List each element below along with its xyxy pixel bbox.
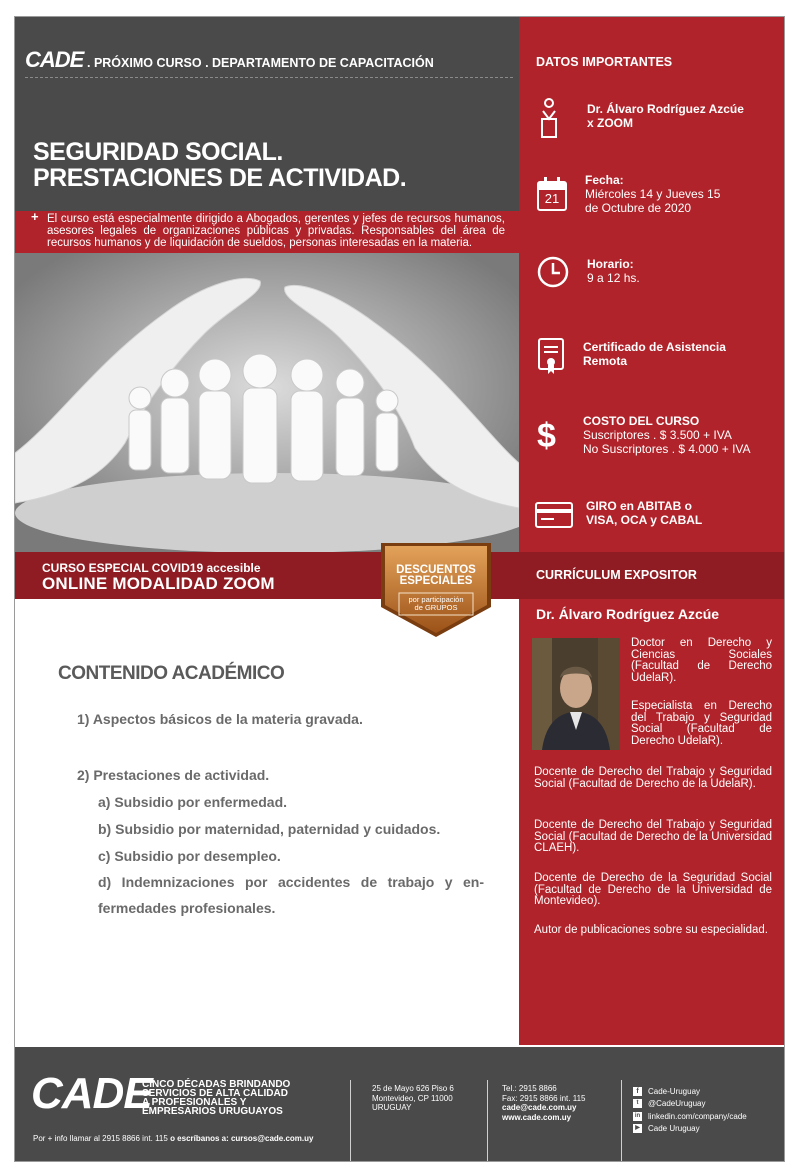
contact-prefix: Por + info llamar al 2915 8866 int. 115 (33, 1134, 168, 1143)
footer-tel: Tel.: 2915 8866 (502, 1084, 557, 1093)
badge-line3: por participación (408, 595, 464, 604)
contenido-heading: CONTENIDO ACADÉMICO (58, 663, 285, 684)
costo-info (583, 414, 751, 456)
photo-illustration (15, 253, 519, 552)
costo-suscriptores: Suscriptores . $ 3.500 + IVA (583, 428, 732, 442)
cv-paragraph-2: Especialista en Derecho del Trabajo y Seguridad Social (Facultad de Derecho UdelaR). (631, 700, 772, 747)
flyer (14, 16, 785, 1162)
footer-cade-logo: CADE (31, 1069, 152, 1118)
contact-email[interactable]: o escríbanos a: cursos@cade.com.uy (170, 1134, 314, 1143)
certificado-info (583, 340, 726, 368)
footer-contact (33, 1134, 313, 1143)
social-facebook-label: Cade-Uruguay (648, 1086, 701, 1096)
footer-address (372, 1084, 454, 1113)
social-twitter[interactable] (633, 1098, 747, 1111)
contenido-sub-c: c) Subsidio por desempleo. (98, 848, 281, 864)
calendar-day: 21 (544, 191, 560, 206)
contenido-item-2: 2) Prestaciones de actividad. (77, 767, 270, 783)
speaker-portrait (532, 638, 620, 750)
footer-slogan (142, 1080, 290, 1116)
discount-badge-shape (377, 537, 495, 641)
contenido-sub-b: b) Subsidio por maternidad, paternidad y cuidados. (98, 821, 441, 837)
course-description (15, 211, 519, 253)
clock-icon (536, 255, 570, 289)
datos-heading: DATOS IMPORTANTES (536, 55, 673, 69)
header-divider (25, 77, 513, 78)
course-title-line1: SEGURIDAD SOCIAL. (33, 138, 283, 166)
certificado-line2: Remota (583, 354, 628, 368)
address-line2: Montevideo, CP 11000 (372, 1093, 453, 1103)
social-youtube-label: Cade Uruguay (648, 1124, 700, 1133)
footer-divider-2 (487, 1080, 488, 1162)
linkedin-icon: in (634, 1112, 641, 1119)
social-facebook[interactable] (633, 1085, 747, 1098)
address-line1: 25 de Mayo 626 Piso 6 (372, 1084, 454, 1093)
social-linkedin[interactable] (633, 1110, 747, 1123)
cv-paragraph-1: Doctor en Derecho y Ciencias Sociales (Facultad de Derecho UdelaR). (631, 637, 772, 684)
header-tagline: . PRÓXIMO CURSO . DEPARTAMENTO DE CAPACITACIÓN (87, 56, 434, 70)
facebook-icon: f (633, 1087, 642, 1096)
cv-paragraph-3: Docente de Derecho del Trabajo y Seguridad Social (Facultad de Derecho de la UdelaR). (534, 766, 772, 790)
credit-card-icon (534, 501, 574, 529)
speaker-podium-icon (536, 97, 562, 139)
giro-line2: VISA, OCA y CABAL (586, 513, 703, 527)
social-youtube[interactable] (633, 1123, 747, 1136)
costo-no-suscriptores: No Suscriptores . $ 4.000 + IVA (583, 442, 751, 456)
course-title (33, 139, 406, 191)
hands-protecting-people-photo (15, 253, 519, 552)
speaker-photo (532, 638, 620, 750)
footer-fax: Fax: 2915 8866 int. 115 (502, 1093, 586, 1103)
youtube-icon: ▶ (633, 1124, 642, 1133)
slogan-line3: A PROFESIONALES Y (142, 1097, 247, 1108)
giro-line1: GIRO en ABITAB o (586, 499, 692, 513)
banner-line1: CURSO ESPECIAL COVID19 accesible (42, 561, 261, 575)
twitter-icon: t (633, 1099, 642, 1108)
course-description-text: El curso está especialmente dirigido a Abogados, gerentes y jefes de recursos humanos, asesores legales de organizaciones públicas y privadas. Responsables del área de recursos humanos y de liquidación de sueldos, personas interesadas en la materia. (47, 213, 505, 249)
banner-line2: ONLINE MODALIDAD ZOOM (42, 574, 275, 593)
footer-divider-3 (621, 1080, 622, 1162)
cade-logo: CADE (25, 47, 84, 72)
speaker-info (587, 102, 744, 130)
footer-email[interactable]: cade@cade.com.uy (502, 1103, 577, 1112)
horario-value: 9 a 12 hs. (587, 271, 640, 285)
footer-divider-1 (350, 1080, 351, 1162)
slogan-line4: EMPRESARIOS URUGUAYOS (142, 1106, 283, 1117)
cv-heading: CURRÍCULUM EXPOSITOR (536, 568, 697, 582)
contenido-sub-d-line1: d) Indemnizaciones por accidentes de trabajo y en- (98, 874, 484, 890)
discount-badge-title (377, 565, 495, 587)
certificate-icon (537, 337, 567, 377)
contenido-sub-d-line2: fermedades profesionales. (98, 900, 276, 916)
badge-line1: DESCUENTOS (396, 564, 476, 576)
horario-label: Horario: (587, 257, 634, 271)
fecha-line2: de Octubre de 2020 (585, 201, 692, 215)
slogan-line2: SERVICIOS DE ALTA CALIDAD (142, 1088, 288, 1099)
cv-paragraph-5: Docente de Derecho de la Seguridad Social (Facultad de Derecho de la Universidad de Montevideo). (534, 872, 772, 907)
slogan-line1: CINCO DÉCADAS BRINDANDO (142, 1079, 291, 1090)
fecha-label: Fecha: (585, 173, 624, 187)
footer-web[interactable]: www.cade.com.uy (502, 1112, 572, 1122)
costo-label: COSTO DEL CURSO (583, 414, 700, 428)
certificado-line1: Certificado de Asistencia (583, 340, 726, 354)
horario-info (587, 257, 640, 285)
plus-icon: + (31, 209, 39, 224)
cv-name: Dr. Álvaro Rodríguez Azcúe (536, 606, 720, 622)
giro-info (586, 499, 702, 527)
contenido-item-1: 1) Aspectos básicos de la materia gravada. (77, 711, 363, 727)
contenido-sub-a: a) Subsidio por enfermedad. (98, 794, 288, 810)
course-title-line2: PRESTACIONES DE ACTIVIDAD. (33, 164, 407, 192)
discount-badge-subtitle (377, 596, 495, 612)
badge-line4: de GRUPOS (414, 603, 458, 612)
speaker-name: Dr. Álvaro Rodríguez Azcúe (587, 102, 744, 116)
fecha-line1: Miércoles 14 y Jueves 15 (585, 187, 721, 201)
social-twitter-label: @CadeUruguay (648, 1099, 706, 1108)
fecha-info (585, 173, 720, 215)
footer-phone-info (502, 1084, 585, 1122)
cv-paragraph-4: Docente de Derecho del Trabajo y Seguridad Social (Facultad de Derecho de la Universidad CLAEH). (534, 819, 772, 854)
footer-social (633, 1085, 747, 1135)
address-line3: URUGUAY (372, 1103, 412, 1112)
dollar-icon: $ (537, 417, 556, 455)
social-linkedin-label: linkedin.com/company/cade (648, 1111, 747, 1121)
cv-paragraph-6: Autor de publicaciones sobre su especialidad. (534, 924, 768, 936)
speaker-modality: x ZOOM (587, 116, 634, 130)
badge-line2: ESPECIALES (399, 575, 473, 587)
